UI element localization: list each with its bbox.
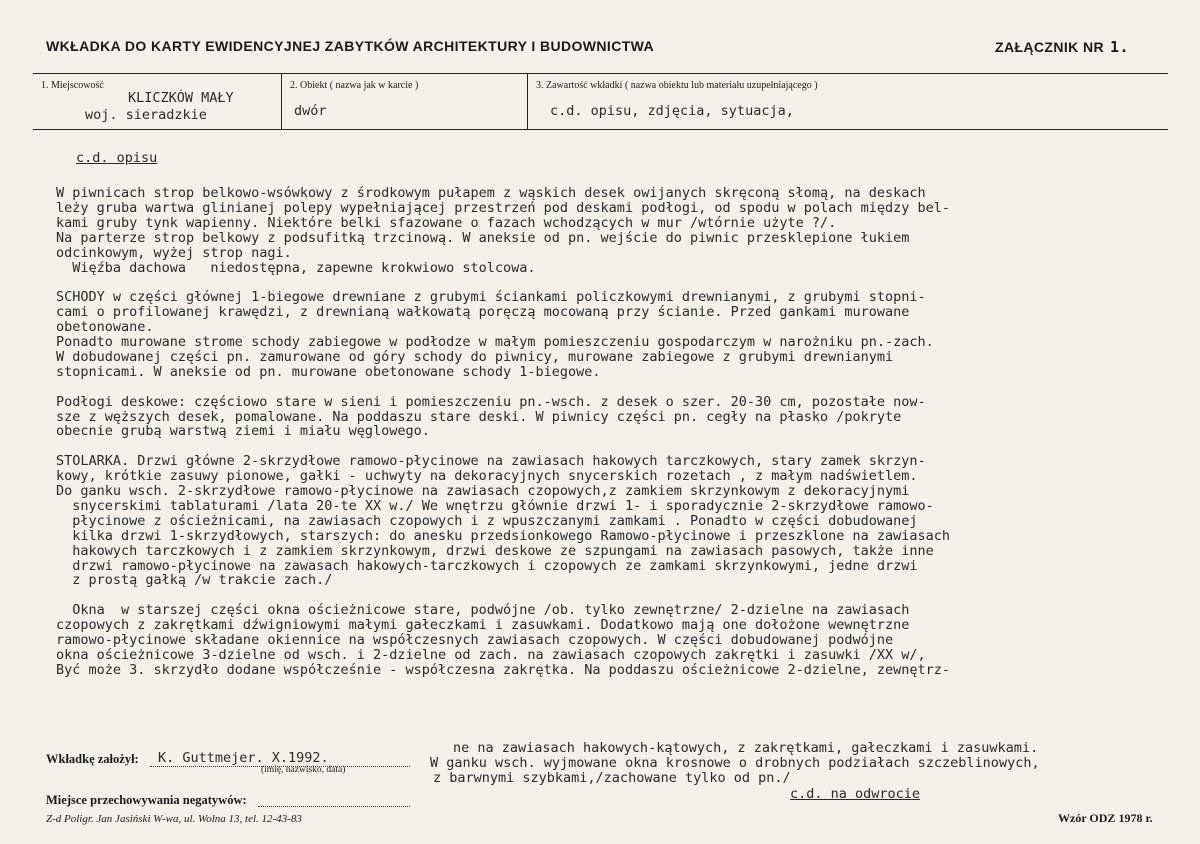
placed-value: K. Guttmejer. X.1992. (158, 750, 329, 766)
place-cell (33, 74, 282, 129)
object-cell (282, 74, 528, 129)
attachment-label: ZAŁĄCZNIK NR (995, 39, 1105, 55)
description-line: odcinkowym, wyżej strop nagi. (56, 244, 292, 261)
attachment-number (995, 38, 1129, 56)
description-line: okna ościeżnicowe 3-dzielne od wsch. i 2-dzielne od zach. na zawiasach czopowych zakrętki i zasuwki /XX w/, (56, 646, 926, 663)
object-label: 2. Obiekt ( nazwa jak w karcie ) (290, 80, 419, 91)
description-line: płycinowe z ościeżnicami, na zawiasach czopowych i z wpuszczanymi zamkami . Ponadto w części dobudowanej (56, 512, 918, 529)
description-line: kilka drzwi 1-skrzydłowych, starszych: do anesku przedsionkowego Ramowo-płycinowe i przeszklone na zawiasach (56, 527, 951, 544)
section-heading: c.d. opisu (76, 150, 158, 166)
description-line: W dobudowanej części pn. zamurowane od góry schody do piwnicy, murowane zabiegowe z grubymi drewnianymi (56, 348, 894, 365)
continuation-line: ne na zawiasach hakowych-kątowych, z zakrętkami, gałeczkami i zasuwkami. (453, 740, 1039, 756)
description-line: drzwi ramowo-płycinowe na zawasach hakowych-tarczkowych i czopowych ze zamkami skrzynkowymi, jedne drzwi (56, 557, 918, 574)
description-line: kowy, krótkie zasuwy pionowe, gałki - uchwyty na dekoracyjnych snycerskich rozetach , z małym nadświetlem. (56, 468, 918, 485)
description-line: ramowo-płycinowe składane okiennice na współczesnych zawiasach czopowych. W części dobudowanej podwójne (56, 632, 894, 648)
header-fields (33, 73, 1168, 130)
form-model-id: Wzór ODZ 1978 r. (1058, 811, 1153, 825)
description-line: kami gruby tynk wapienny. Niektóre belki sfazowane o fazach wchodzących w mur /wtórnie użyte ?/. (56, 214, 837, 231)
continuation-line: z barwnymi szybkami,/zachowane tylko od pn./ (433, 770, 791, 786)
form-title: WKŁADKA DO KARTY EWIDENCYJNEJ ZABYTKÓW ARCHITEKTURY I BUDOWNICTWA (46, 38, 655, 54)
negatives-line (258, 806, 410, 807)
description-line: cami o profilowanej krawędzi, z drewnianą wałkowatą poręczą mocowaną przy ścianie. Przed gankami murowane (56, 304, 910, 321)
description-line: snycerskimi tablaturami /lata 20-te XX w./ We wnętrzu głównie drzwi 1- i sporadycznie 2-skrzydłowe ramowo- (56, 497, 934, 514)
negatives-label: Miejsce przechowywania negatywów: (46, 793, 247, 807)
object-value: dwór (294, 103, 327, 119)
description-line: Okna w starszej części okna ościeżnicowe stare, podwójne /ob. tylko zewnętrzne/ 2-dzielne na zawiasach (56, 602, 910, 619)
description-line: Ponadto murowane strome schody zabiegowe w podłodze w małym pomieszczeniu gospodarczym w narożniku pn.-zach. (56, 334, 934, 350)
description-line: Być może 3. skrzydło dodane współcześnie - współczesna zakrętka. Na poddaszu ościeżnicowe 2-dzielne, zewnętrz- (56, 661, 951, 678)
place-value: KLICZKÓW MAŁY (128, 90, 234, 106)
placed-label: Wkładkę założył: (46, 752, 139, 766)
description-line: obetonowane. (56, 319, 154, 336)
place-label: 1. Miejscowość (41, 80, 104, 91)
description-line: czopowych z zakrętkami dźwigniowymi małymi gałeczkami i zasuwkami. Dodatkowo mają one dołożone wewnętrzne (56, 617, 910, 634)
placed-hint: (imię, nazwisko, data) (261, 765, 346, 775)
printer-imprint: Z-d Poligr. Jan Jasiński W-wa, ul. Wolna 13, tel. 12-43-83 (46, 813, 302, 825)
voivodeship-value: woj. sieradzkie (85, 107, 207, 123)
description-line: W piwnicach strop belkowo-wsówkowy z środkowym pułapem z wąskich desek owijanych skręconą słomą, na deskach (56, 185, 926, 201)
content-cell (528, 74, 1168, 129)
description-line: stopnicami. W aneksie od pn. murowane obetonowane schody 1-biegowe. (56, 363, 601, 380)
description-line: Na parterze strop belkowy z podsufitką trzcinową. W aneksie od pn. wejście do piwnic przesklepione łukiem (56, 229, 910, 246)
description-line: hakowych tarczkowych i z zamkiem skrzynkowym, drzwi deskowe ze szpungami na zawiasach pasowych, także inne (56, 542, 934, 559)
content-label: 3. Zawartość wkładki ( nazwa obiektu lub materiału uzupełniającego ) (536, 80, 818, 91)
attachment-value: 1. (1110, 38, 1129, 56)
continued-overleaf-note: c.d. na odwrocie (790, 786, 921, 802)
description-line: SCHODY w części głównej 1-biegowe drewniane z grubymi ściankami policzkowymi drewnianymi, z grubymi stopni- (56, 289, 926, 306)
description-line: STOLARKA. Drzwi główne 2-skrzydłowe ramowo-płycinowe na zawiasach hakowych tarczkowych, stary zamek skrzyn- (56, 453, 926, 470)
description-line: sze z węższych desek, pomalowane. Na poddaszu stare deski. W piwnicy części pn. cegły na płasko /pokryte (56, 408, 902, 425)
description-line: Więźba dachowa niedostępna, zapewne krokwiowo stolcowa. (56, 259, 536, 276)
content-value: c.d. opisu, zdjęcia, sytuacja, (550, 103, 794, 119)
description-line: Do ganku wsch. 2-skrzydłowe ramowo-płycinowe na zawiasach czopowych,z zamkiem skrzynkowym z dekoracyjnymi (56, 483, 910, 499)
description-line: z prostą gałką /w trakcie zach./ (56, 572, 333, 589)
description-line: leży gruba wartwa glinianej polepy wypełniającej przestrzeń pod deskami podłogi, od spodu w polach między bel- (56, 199, 951, 216)
continuation-line: W ganku wsch. wyjmowane okna krosnowe o drobnych podziałach szczeblinowych, (430, 755, 1040, 771)
description-line: obecnie grubą warstwą ziemi i miału węglowego. (56, 423, 430, 440)
description-line: Podłogi deskowe: częściowo stare w sieni i pomieszczeniu pn.-wsch. z desek o szer. 20-30 cm, pozostałe now- (56, 393, 926, 410)
